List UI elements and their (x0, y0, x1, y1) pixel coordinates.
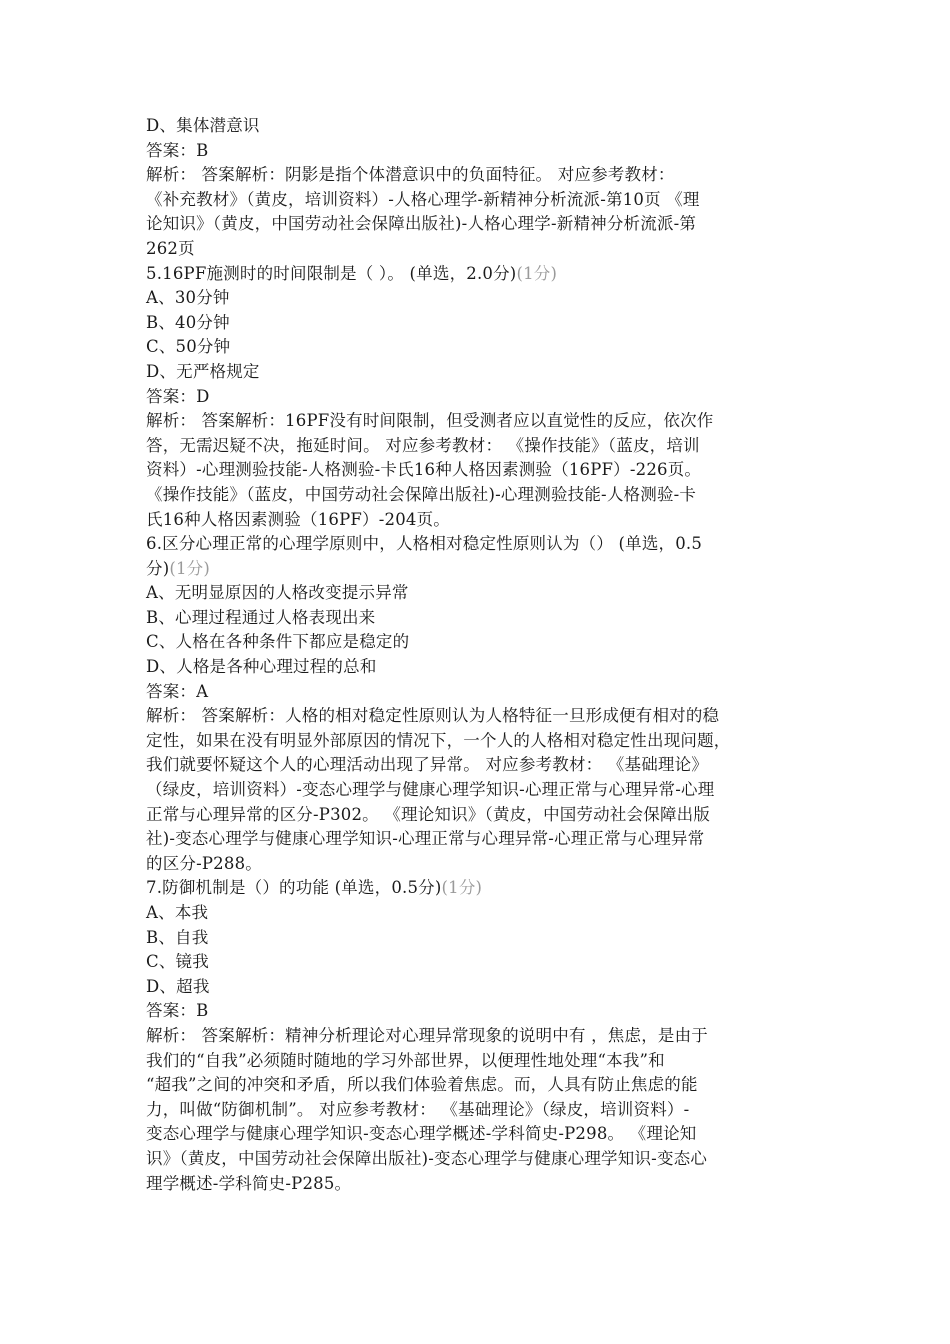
explanation-line: 氏16种人格因素测验（16PF）-204页。 (146, 509, 451, 529)
question-5: 5.16PF施测时的时间限制是（ ）。 (单选，2.0分)(1分) (146, 263, 558, 283)
answer-line: 答案：B (146, 1001, 209, 1021)
answer-line: 答案：A (146, 681, 209, 701)
explanation-line: 正常与心理异常的区分-P302。 《理论知识》（黄皮，中国劳动社会保障出版 (146, 804, 711, 824)
document-body (146, 114, 810, 1196)
score-label: (1分) (441, 878, 483, 898)
explanation-line: 定性，如果在没有明显外部原因的情况下，一个人的人格相对稳定性出现问题， (146, 730, 731, 750)
explanation-line: 社)-变态心理学与健康心理学知识-心理正常与心理异常-心理正常与心理异常 (146, 829, 705, 849)
option-d: D、无严格规定 (146, 361, 260, 381)
option-d: D、超我 (146, 976, 210, 996)
explanation-line: 解析： 答案解析：16PF没有时间限制，但受测者应以直觉性的反应，依次作 (146, 411, 714, 431)
option-b: B、心理过程通过人格表现出来 (146, 607, 376, 627)
explanation-line: 解析： 答案解析：精神分析理论对心理异常现象的说明中有 ，焦虑，是由于 (146, 1025, 708, 1045)
answer-line: 答案：D (146, 386, 210, 406)
explanation-line: 识》（黄皮，中国劳动社会保障出版社)-变态心理学与健康心理学知识-变态心 (146, 1148, 708, 1168)
option-c: C、镜我 (146, 952, 209, 972)
explanation-line: 《补充教材》（黄皮，培训资料）-人格心理学-新精神分析流派-第10页 《理 (146, 189, 700, 209)
option-d: D、人格是各种心理过程的总和 (146, 657, 377, 677)
explanation-line: 理学概述-学科简史-P285。 (146, 1173, 352, 1193)
explanation-line: 解析： 答案解析：人格的相对稳定性原则认为人格特征一旦形成便有相对的稳 (146, 706, 720, 726)
option-b: B、40分钟 (146, 312, 230, 332)
text-line: D、集体潜意识 (146, 116, 260, 135)
explanation-line: 262页 (146, 238, 195, 258)
option-a: A、30分钟 (146, 288, 230, 308)
option-a: A、无明显原因的人格改变提示异常 (146, 583, 409, 603)
option-b: B、自我 (146, 927, 209, 947)
explanation-line: 答，无需迟疑不决，拖延时间。 对应参考教材： 《操作技能》（蓝皮，培训 (146, 435, 700, 455)
score-label: (1分) (169, 558, 211, 578)
answer-line: 答案：B (146, 140, 209, 160)
explanation-line: 论知识》（黄皮，中国劳动社会保障出版社)-人格心理学-新精神分析流派-第 (146, 214, 697, 234)
explanation-line: 我们的“自我”必须随时随地的学习外部世界，以便理性地处理“本我”和 (146, 1050, 665, 1070)
explanation-line: 力，叫做“防御机制”。 对应参考教材： 《基础理论》（绿皮，培训资料）- (146, 1099, 690, 1119)
explanation-line: 变态心理学与健康心理学知识-变态心理学概述-学科简史-P298。 《理论知 (146, 1124, 697, 1144)
score-label: (1分) (516, 263, 558, 283)
explanation-line: 我们就要怀疑这个人的心理活动出现了异常。 对应参考教材： 《基础理论》 (146, 755, 708, 775)
question-6: 6.区分心理正常的心理学原则中，人格相对稳定性原则认为（） (单选，0.5 (146, 534, 703, 554)
question-6-cont: 分)(1分) (146, 558, 211, 578)
explanation-line: （绿皮，培训资料）-变态心理学与健康心理学知识-心理正常与心理异常-心理 (146, 780, 715, 800)
explanation-line: 的区分-P288。 (146, 853, 262, 873)
explanation-line: “超我”之间的冲突和矛盾，所以我们体验着焦虑。而，人具有防止焦虑的能 (146, 1075, 698, 1095)
explanation-line: 资料）-心理测验技能-人格测验-卡氏16种人格因素测验（16PF）-226页。 (146, 460, 702, 480)
option-c: C、人格在各种条件下都应是稳定的 (146, 632, 410, 652)
option-c: C、50分钟 (146, 337, 231, 357)
option-a: A、本我 (146, 903, 209, 922)
explanation-line: 《操作技能》（蓝皮，中国劳动社会保障出版社)-心理测验技能-人格测验-卡 (146, 484, 697, 504)
explanation-line: 解析： 答案解析：阴影是指个体潜意识中的负面特征。 对应参考教材： (146, 165, 675, 185)
question-7: 7.防御机制是（）的功能 (单选，0.5分)(1分) (146, 878, 483, 898)
